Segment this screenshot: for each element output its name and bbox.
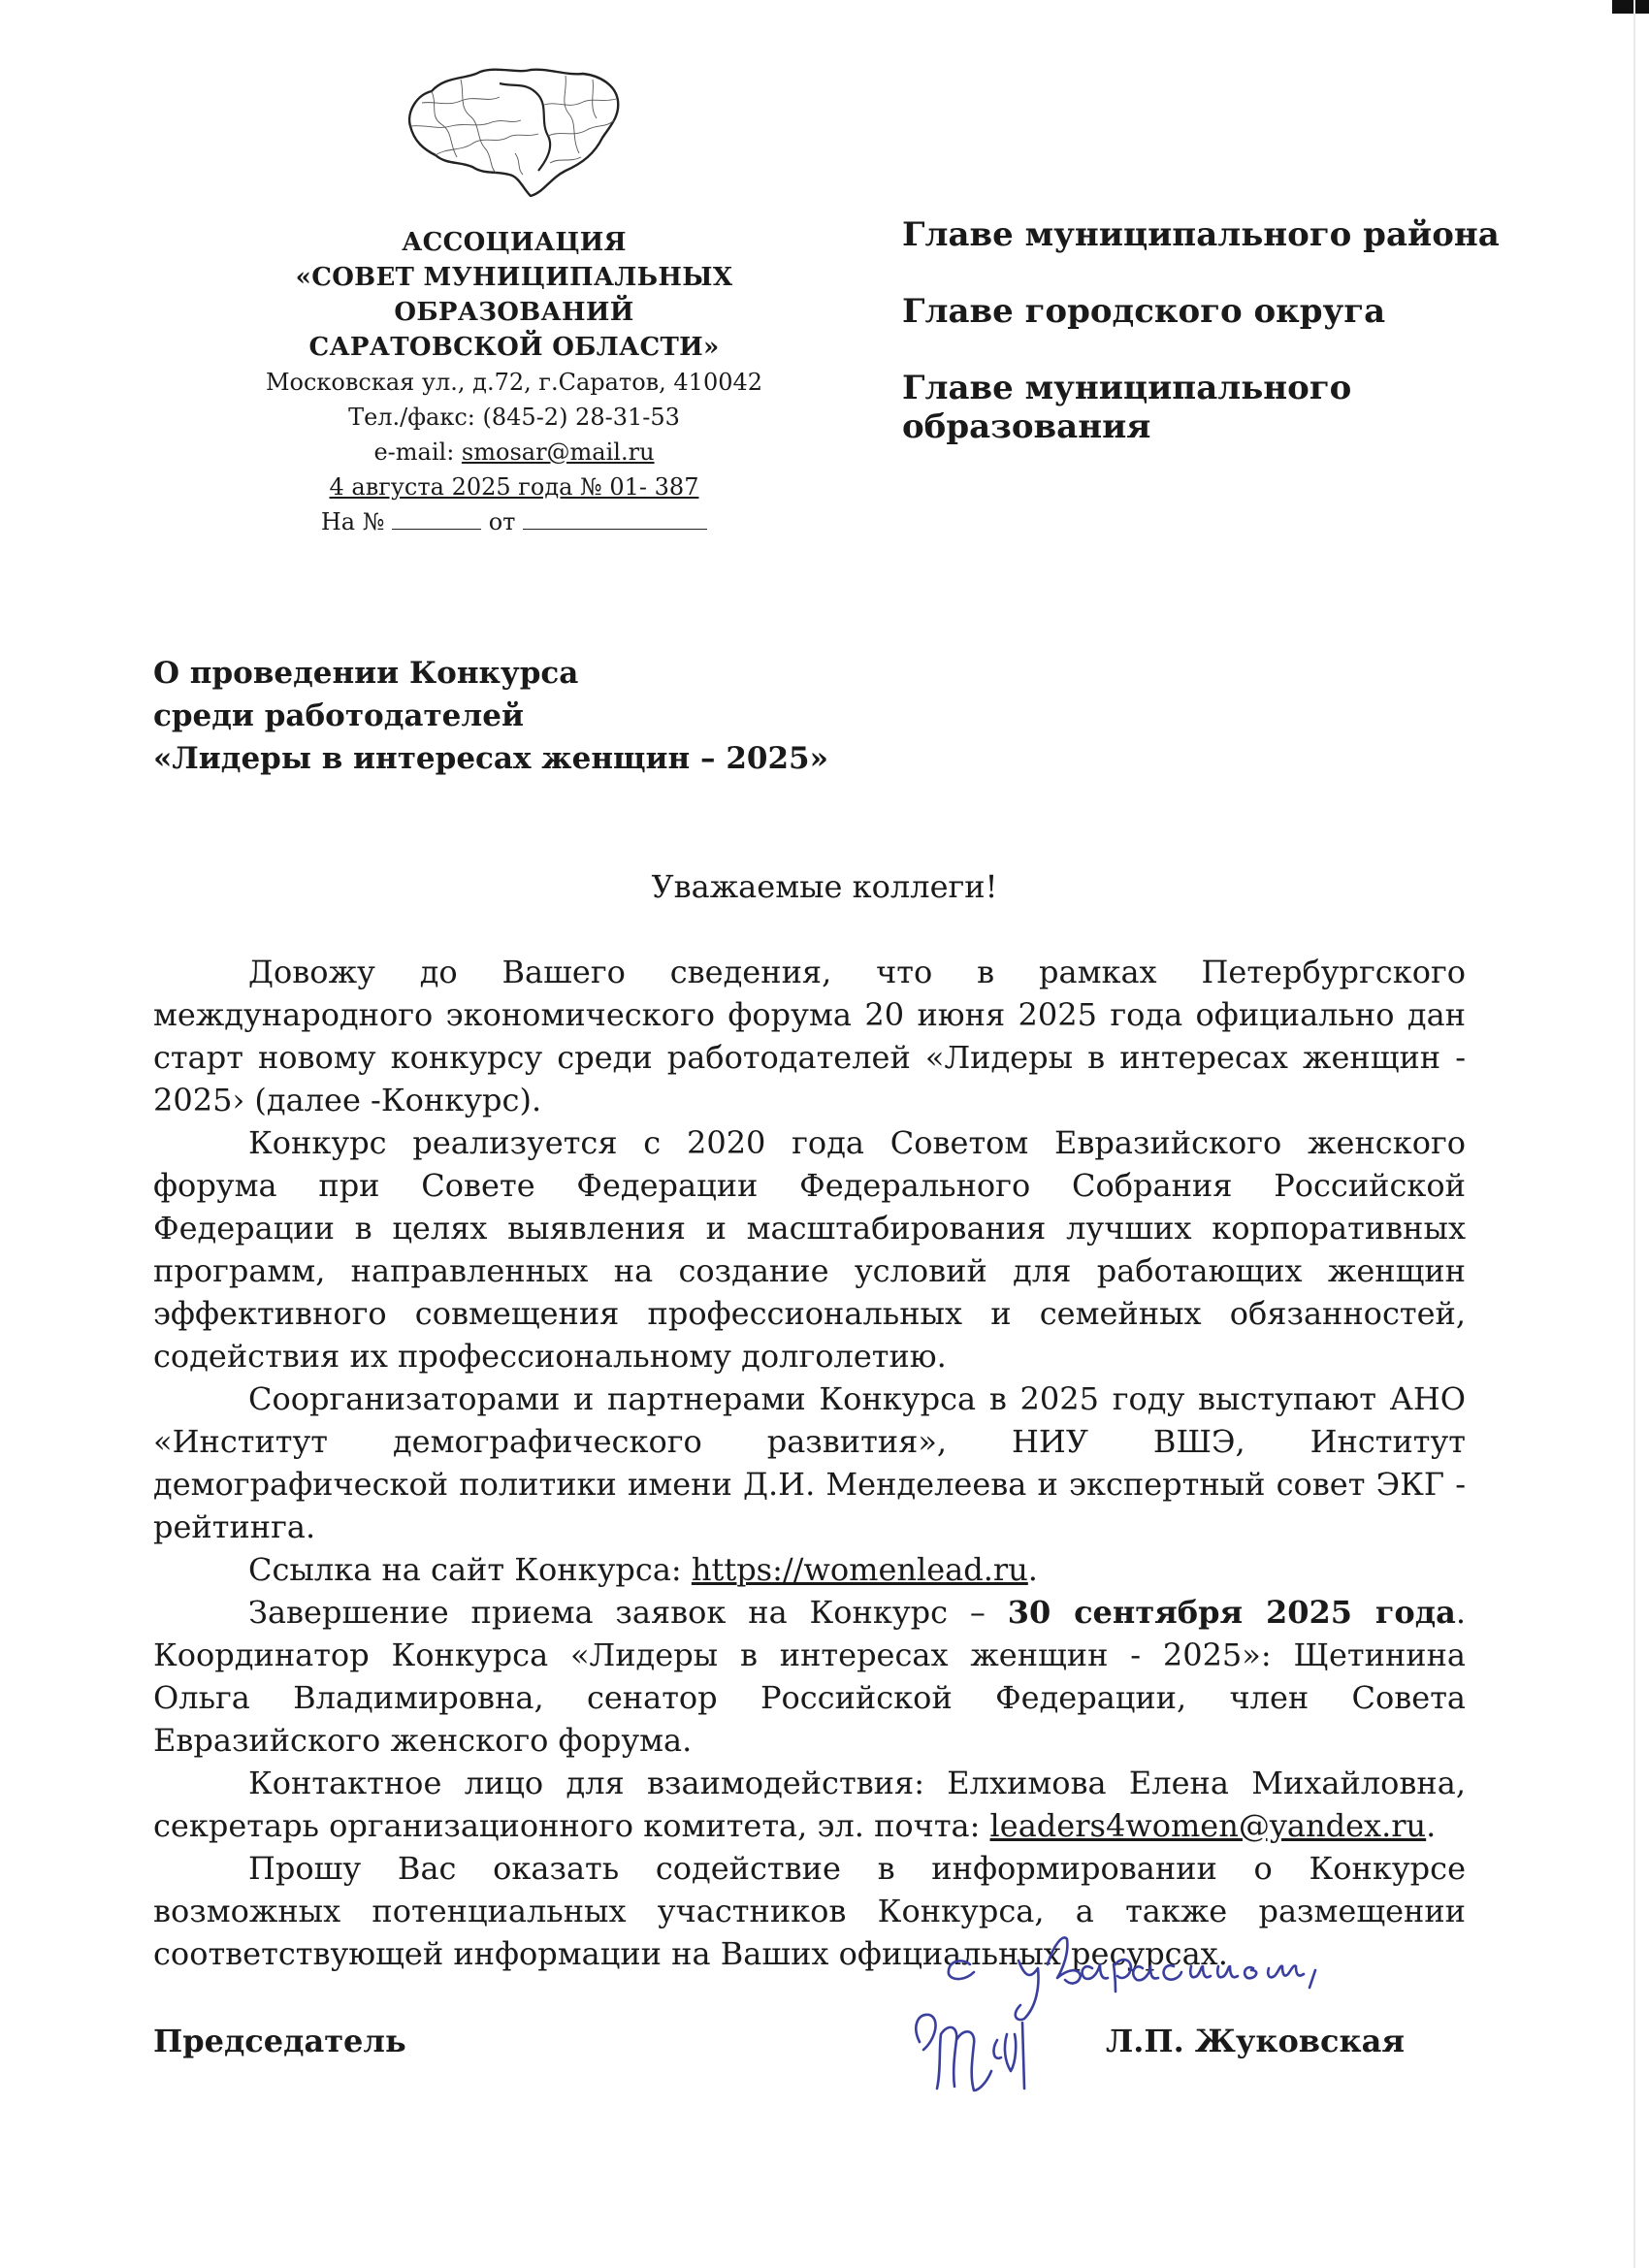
letter-subject — [153, 652, 929, 780]
body-paragraph-4 — [153, 1548, 1466, 1591]
association-address: Московская ул., д.72, г.Саратов, 410042 — [265, 369, 763, 396]
signatory-position: Председатель — [153, 2023, 406, 2059]
association-title-line1: АССОЦИАЦИЯ — [402, 228, 627, 257]
subject-line3: «Лидеры в интересах женщин – 2025» — [153, 741, 828, 776]
association-letterhead — [184, 225, 844, 539]
deadline-date: 30 сентября 2025 года — [1007, 1594, 1456, 1631]
contact-email-link[interactable]: leaders4women@yandex.ru — [989, 1807, 1427, 1844]
scan-edge — [1633, 0, 1635, 2268]
contact-person-text: Контактное лицо для взаимодействия: Елхимова Елена Михайловна, секретарь организационного комитета, эл. почта: — [153, 1765, 1466, 1844]
contest-site-link[interactable]: https://womenlead.ru — [691, 1551, 1028, 1588]
recipient-2: Главе городского округа — [902, 292, 1386, 331]
letter-body — [153, 951, 1466, 1975]
deadline-label: Завершение приема заявок на Конкурс – — [248, 1594, 1008, 1631]
association-title-line3: САРАТОВСКОЙ ОБЛАСТИ» — [308, 333, 720, 362]
reply-no-blank — [392, 511, 481, 530]
body-paragraph-7: Прошу Вас оказать содействие в информировании о Конкурсе возможных потенциальных участников Конкурса, а также размещении соответствующей информации на Ваших официальных ресурсах. — [153, 1850, 1466, 1972]
contest-site-label: Ссылка на сайт Конкурса: — [248, 1551, 692, 1588]
recipient-1: Главе муниципального района — [902, 215, 1500, 254]
recipient-3: Главе муниципального образования — [902, 369, 1352, 446]
email-label: e-mail: — [373, 438, 462, 466]
subject-line2: среди работодателей — [153, 698, 524, 733]
body-paragraph-6 — [153, 1762, 1466, 1847]
reply-from-label: от — [488, 508, 516, 535]
body-paragraph-1: Довожу до Вашего сведения, что в рамках Петербургского международного экономического форума 20 июня 2025 года официально дан старт новому конкурсу среди работодателей «Лидеры в интересах женщин - 2025› (далее -Конкурс). — [153, 954, 1466, 1118]
signatory-name: Л.П. Жуковская — [1105, 2023, 1405, 2059]
association-phone: Тел./факс: (845-2) 28-31-53 — [348, 404, 680, 431]
recipients-block — [902, 215, 1581, 484]
reply-no-label: На № — [320, 508, 385, 535]
contest-site-period: . — [1027, 1551, 1038, 1588]
association-email-line — [184, 435, 844, 470]
subject-line1: О проведении Конкурса — [153, 656, 579, 691]
reply-date-blank — [523, 511, 707, 530]
association-title-line2: «СОВЕТ МУНИЦИПАЛЬНЫХ ОБРАЗОВАНИЙ — [295, 263, 733, 327]
greeting: Уважаемые коллеги! — [651, 868, 998, 905]
scan-corner-mark — [1612, 0, 1649, 14]
reply-reference-line — [184, 504, 844, 539]
saratov-region-map-logo — [403, 66, 621, 197]
body-paragraph-5 — [153, 1591, 1466, 1762]
body-paragraph-2: Конкурс реализуется с 2020 года Советом Евразийского женского форума при Совете Федерации Федерального Собрания Российской Федерации в целях выявления и масштабирования лучших корпоративных программ, направленных на создание условий для работающих женщин эффективного совмещения профессиональных и семейных обязанностей, содействия их профессиональному долголетию. — [153, 1124, 1466, 1375]
association-email-link[interactable]: smosar@mail.ru — [461, 438, 655, 466]
body-paragraph-3: Соорганизаторами и партнерами Конкурса в 2025 году выступают АНО «Институт демографического развития», НИУ ВШЭ, Институт демографической политики имени Д.И. Менделеева и экспертный совет ЭКГ - рейтинга. — [153, 1380, 1466, 1545]
contact-email-period: . — [1426, 1807, 1437, 1844]
coordinator-text: . Координатор Конкурса «Лидеры в интересах женщин - 2025»: Щетинина Ольга Владимировна, сенатор Российской Федерации, член Совета Евразийского женского форума. — [153, 1594, 1467, 1759]
outgoing-number: 4 августа 2025 года № 01- 387 — [329, 473, 699, 501]
signature-block — [153, 2023, 1405, 2081]
